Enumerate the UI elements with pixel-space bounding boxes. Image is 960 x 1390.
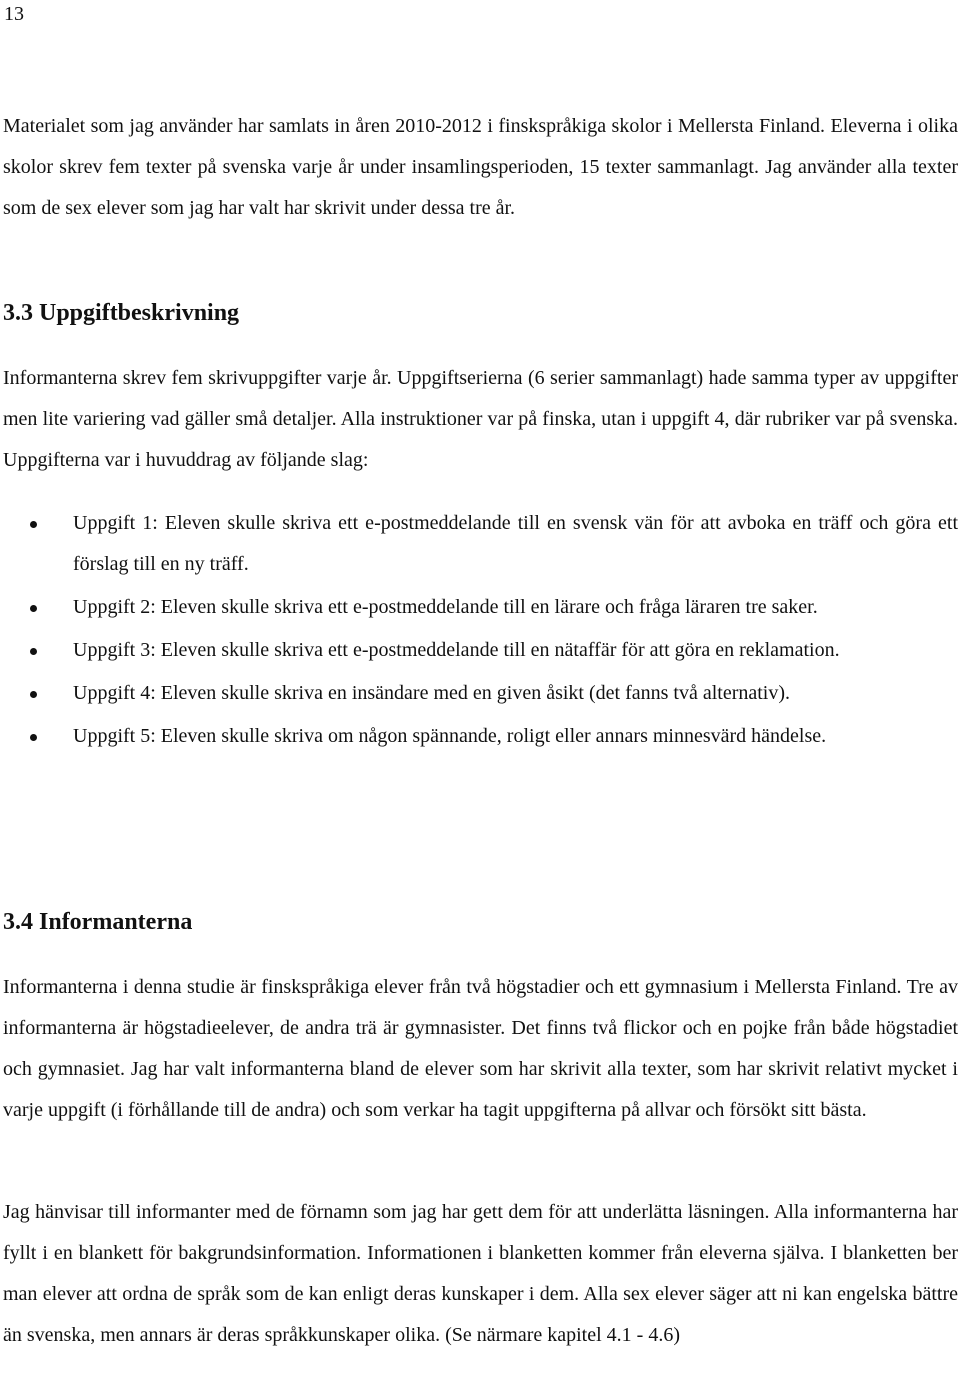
list-item-task-2 [0,587,958,628]
section-3-3-paragraph: Informanterna skrev fem skrivuppgifter varje år. Uppgiftserierna (6 serier sammanlagt) hade samma typer av uppgifter men lite variering vad gäller små detaljer. Alla instruktioner var på finska, utan i uppgift 4, där rubriker var på svenska. Uppgifterna var i huvuddrag av följande slag: [3,367,958,471]
task-text: Uppgift 3: Eleven skulle skriva ett e-postmeddelande till en nätaffär för att göra en reklamation. [73,639,840,661]
bullet-icon [30,605,37,612]
task-text: Uppgift 2: Eleven skulle skriva ett e-postmeddelande till en lärare och fråga läraren tre saker. [73,596,818,618]
section-3-4-paragraph-2: Jag hänvisar till informanter med de förnamn som jag har gett dem för att underlätta läsningen. Alla informanterna har fyllt i en blankett för bakgrundsinformation. Informationen i blanketten kommer från eleverna själva. I blanketten ber man elever att ordna de språk som de kan enligt deras kunskaper i dem. Alla sex elever säger att ni kan engelska bättre än svenska, men annars är deras språkkunskaper olika. (Se närmare kapitel 4.1 - 4.6) [3,1201,958,1346]
section-heading-3-3: 3.3 Uppgiftbeskrivning [3,300,240,326]
list-item-task-1 [0,503,958,585]
task-text: Uppgift 5: Eleven skulle skriva om någon spännande, roligt eller annars minnesvärd händelse. [73,725,827,747]
task-list [0,503,958,759]
page-number: 13 [4,3,24,25]
task-text: Uppgift 4: Eleven skulle skriva en insändare med en given åsikt (det fanns två alternativ). [73,682,791,704]
list-item-task-4 [0,673,958,714]
list-item-task-3 [0,630,958,671]
task-text: Uppgift 1: Eleven skulle skriva ett e-postmeddelande till en svensk vän för att avboka en träff och göra ett förslag till en ny träff. [73,512,958,575]
section-3-4-paragraph-1: Informanterna i denna studie är finskspråkiga elever från två högstadier och ett gymnasium i Mellersta Finland. Tre av informanterna är högstadieelever, de andra trä är gymnasister. Det finns två flickor och en pojke från både högstadiet och gymnasiet. Jag har valt informanterna bland de elever som har skrivit alla texter, som har skrivit relativt mycket i varje uppgift (i förhållande till de andra) och som verkar ha tagit uppgifterna på allvar och försökt sitt bästa. [3,976,958,1121]
section-heading-3-4: 3.4 Informanterna [3,909,193,935]
bullet-icon [30,691,37,698]
list-item-task-5 [0,716,958,757]
bullet-icon [30,521,37,528]
bullet-icon [30,648,37,655]
bullet-icon [30,734,37,741]
intro-paragraph: Materialet som jag använder har samlats in åren 2010-2012 i finskspråkiga skolor i Mellersta Finland. Eleverna i olika skolor skrev fem texter på svenska varje år under insamlingsperioden, 15 texter sammanlagt. Jag använder alla texter som de sex elever som jag har valt har skrivit under dessa tre år. [3,115,958,219]
